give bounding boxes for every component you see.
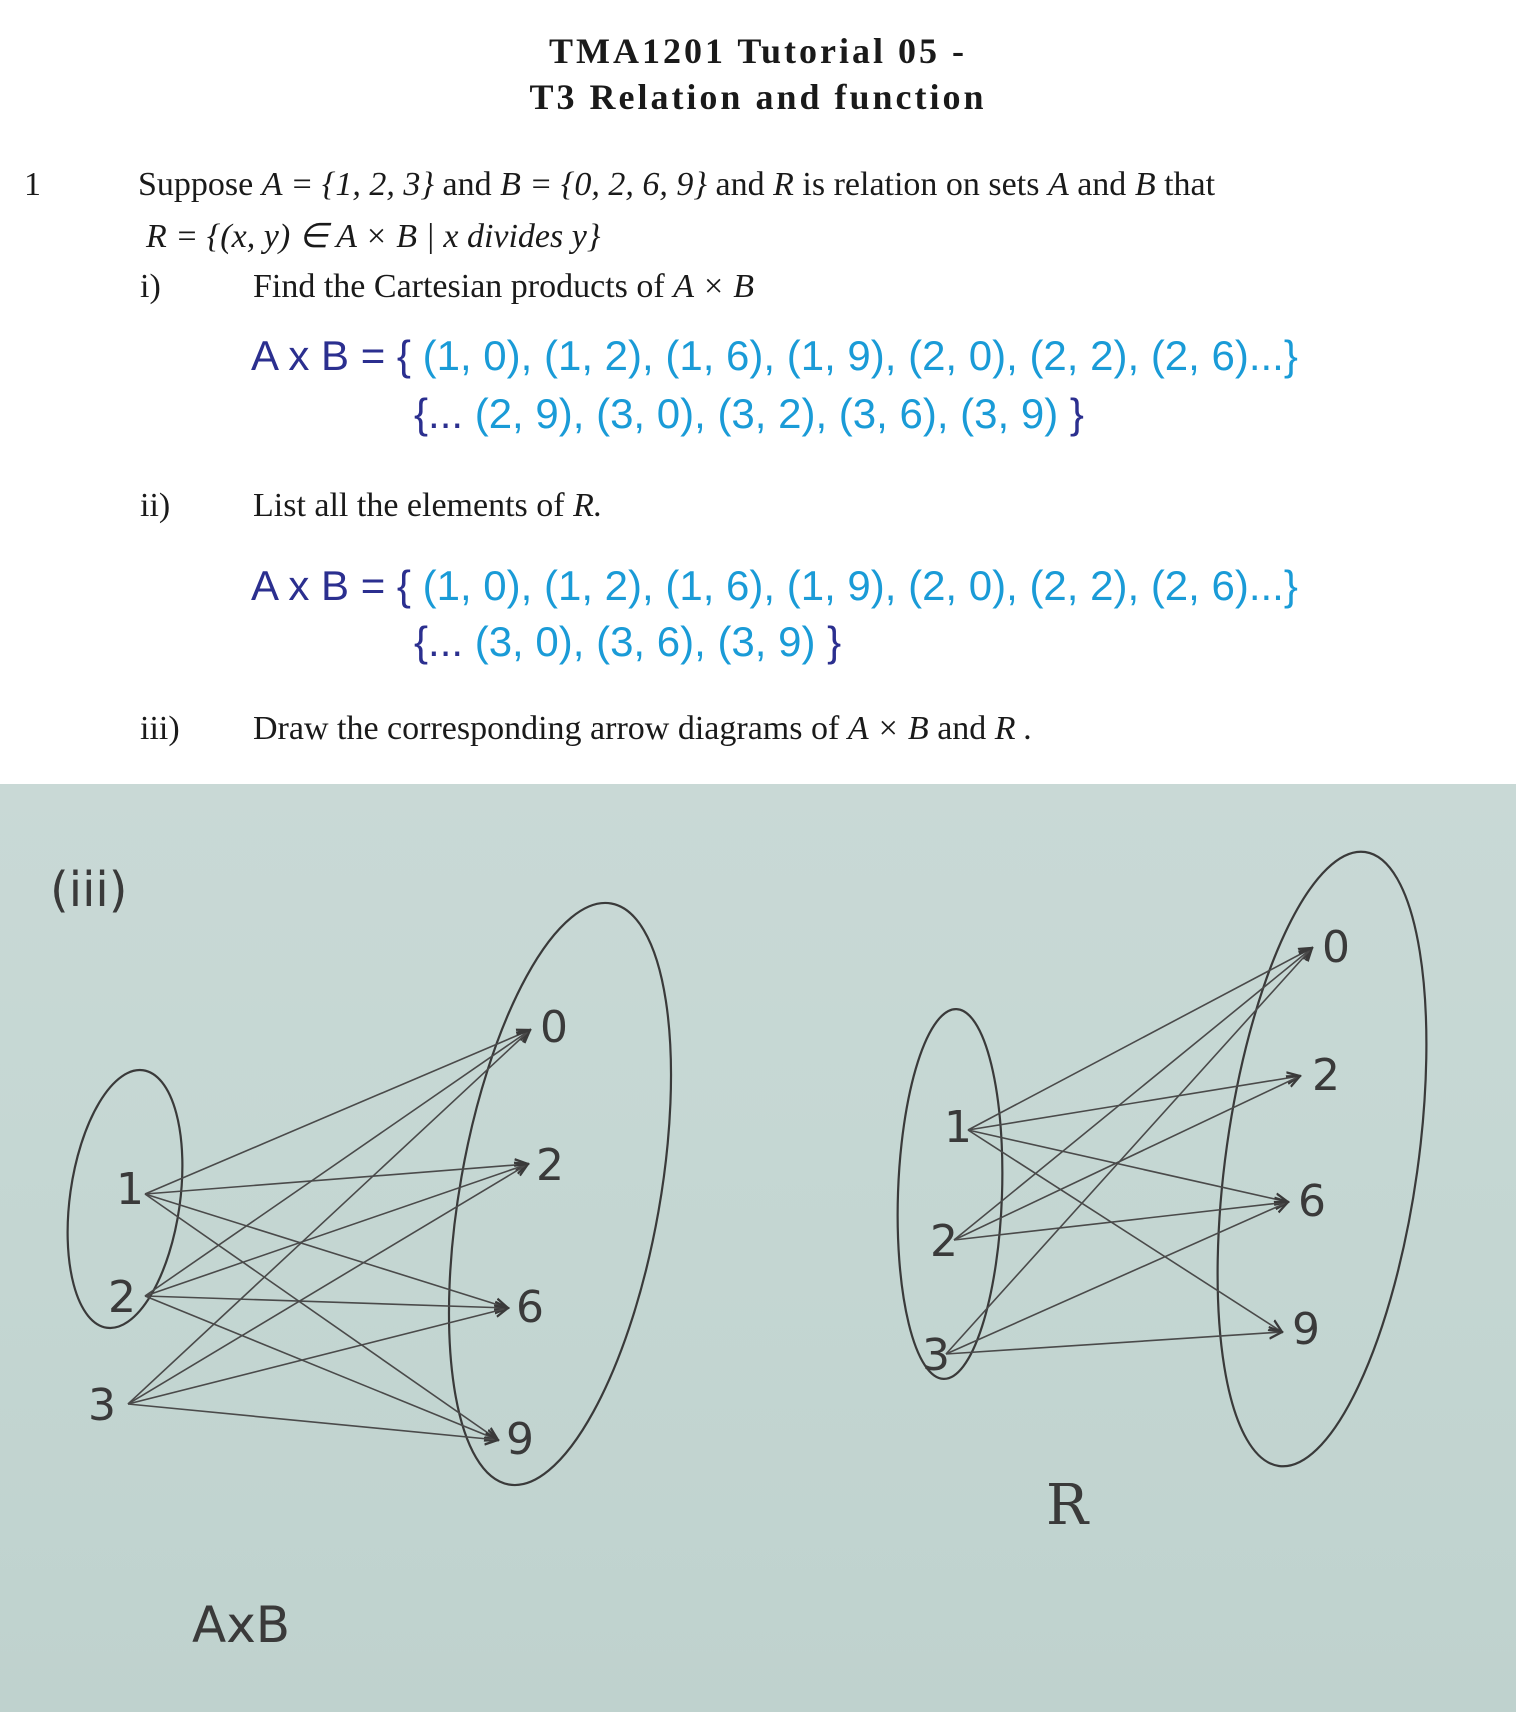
left-codomain-6: 6 (516, 1282, 544, 1333)
math: R . (994, 710, 1033, 747)
left-codomain-9: 9 (506, 1414, 534, 1465)
math: A × B (847, 710, 929, 747)
set-a: A = {1, 2, 3} (261, 166, 435, 203)
right-edge (968, 1130, 1282, 1332)
left-edge (145, 1194, 508, 1308)
right-domain-3: 3 (922, 1330, 950, 1381)
answer-pairs: (1, 0), (1, 2), (1, 6), (1, 9), (2, 0), (2, 2), (2, 6)...} (410, 562, 1298, 609)
math: A × B (673, 268, 755, 305)
answer-open: {... (414, 618, 464, 665)
title-line-2: T3 Relation and function (529, 77, 987, 117)
relation-definition: R = {(x, y) ∈ A × B | x divides y} (146, 218, 601, 255)
answer-pairs: (2, 9), (3, 0), (3, 2), (3, 6), (3, 9) (463, 390, 1070, 437)
left-edge (145, 1030, 530, 1194)
question-number: 1 (24, 166, 41, 203)
text: Find the Cartesian products of (253, 268, 665, 305)
left-edge (128, 1030, 530, 1404)
text: and (1077, 166, 1127, 203)
left-domain-2: 2 (108, 1272, 136, 1323)
left-domain-3: 3 (88, 1380, 116, 1431)
answer-prefix: A x B = { (251, 332, 411, 379)
answer-close: } (827, 618, 842, 665)
left-domain-1: 1 (116, 1164, 144, 1215)
left-codomain-2: 2 (536, 1140, 564, 1191)
right-codomain-2: 2 (1312, 1050, 1340, 1101)
answer-open: {... (414, 390, 464, 437)
set-b-ref: B (1134, 166, 1156, 203)
right-caption: R (1046, 1473, 1089, 1538)
part-label-iii: iii) (140, 710, 180, 747)
handwritten-part-label: (iii) (50, 862, 128, 918)
left-edge (128, 1164, 528, 1404)
right-domain-2: 2 (930, 1216, 958, 1267)
right-domain-oval (892, 1007, 1009, 1380)
right-codomain-6: 6 (1298, 1176, 1326, 1227)
right-edge (954, 1202, 1288, 1240)
text: Draw the corresponding arrow diagrams of (253, 710, 840, 747)
math: R. (573, 487, 603, 524)
title-line-1: TMA1201 Tutorial 05 - (548, 31, 968, 71)
question-statement-line-1 (138, 166, 1215, 204)
text: that (1164, 166, 1216, 203)
right-edge (954, 1076, 1300, 1240)
right-edge (954, 948, 1312, 1240)
left-diagram-edges (128, 1030, 530, 1440)
whiteboard-photo (0, 784, 1516, 1712)
left-edge (145, 1164, 528, 1194)
arrow-diagrams (0, 784, 1516, 1712)
right-edge (968, 1130, 1288, 1202)
answer-prefix: A x B = { (251, 562, 411, 609)
left-codomain-0: 0 (540, 1002, 568, 1053)
answer-close: } (1069, 390, 1084, 437)
answer-i-row-2 (414, 390, 1084, 438)
text: and (442, 166, 492, 203)
left-edge (145, 1164, 528, 1296)
text: List all the elements of (253, 487, 565, 524)
answer-pairs: (3, 0), (3, 6), (3, 9) (463, 618, 828, 665)
right-diagram-edges (946, 948, 1312, 1354)
part-text-iii (253, 710, 1033, 748)
text: and (937, 710, 987, 747)
part-text-i (253, 268, 754, 306)
left-caption: AxB (192, 1596, 291, 1654)
left-edge (145, 1030, 530, 1296)
right-codomain-9: 9 (1292, 1304, 1320, 1355)
answer-pairs: (1, 0), (1, 2), (1, 6), (1, 9), (2, 0), (2, 2), (2, 6)...} (410, 332, 1298, 379)
answer-i-row-1 (251, 332, 1298, 380)
part-label-ii: ii) (140, 487, 171, 524)
set-b: B = {0, 2, 6, 9} (500, 166, 708, 203)
left-edge (145, 1296, 508, 1308)
text: Suppose (138, 166, 254, 203)
answer-ii-row-1 (251, 562, 1298, 610)
part-label-i: i) (140, 268, 161, 305)
right-codomain-0: 0 (1322, 922, 1350, 973)
right-edge (946, 1332, 1282, 1354)
set-a-ref: A (1047, 166, 1069, 203)
answer-ii-row-2 (414, 618, 841, 666)
part-text-ii (253, 487, 602, 525)
right-domain-1: 1 (944, 1102, 972, 1153)
relation-symbol: R (773, 166, 794, 203)
text: is relation on sets (802, 166, 1040, 203)
text: and (715, 166, 765, 203)
left-edge (128, 1404, 498, 1440)
right-edge (946, 1202, 1288, 1354)
